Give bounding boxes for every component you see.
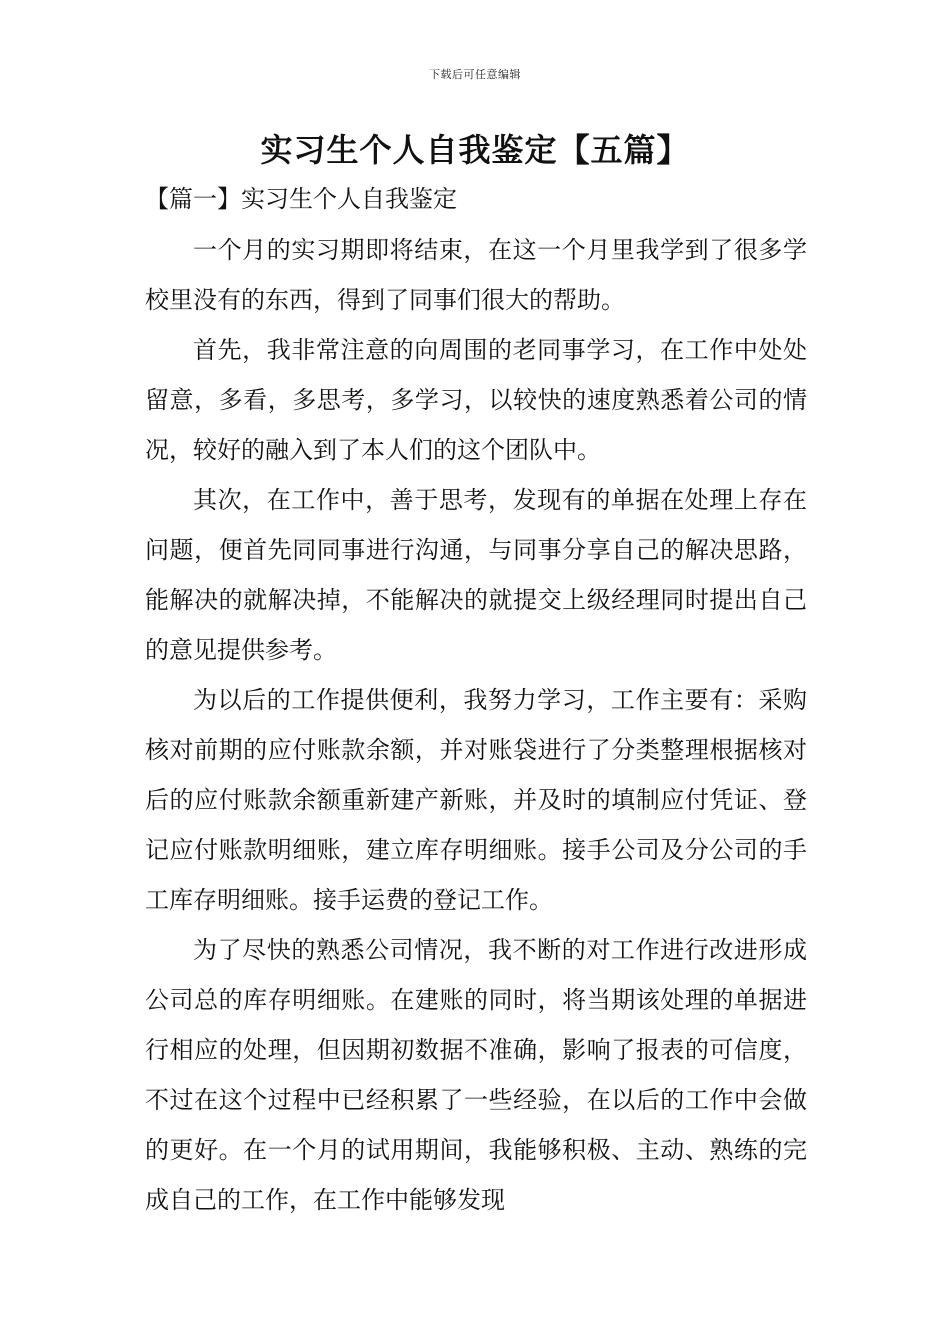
paragraph-5: 为了尽快的熟悉公司情况，我不断的对工作进行改进形成公司总的库存明细账。在建账的同时，将当期该处理的单据进行相应的处理，但因期初数据不准确，影响了报表的可信度，不过在这个过程中已经积累了一些经验，在以后的工作中会做的更好。在一个月的试用期间，我能够积极、主动、熟练的完成自己的工作，在工作中能够发现 xyxy=(145,936,807,1214)
paragraph-2: 首先，我非常注意的向周围的老同事学习，在工作中处处留意，多看，多思考，多学习，以较快的速度熟悉着公司的情况，较好的融入到了本人们的这个团队中。 xyxy=(145,336,807,464)
document-body xyxy=(145,225,807,1225)
paragraph-1: 一个月的实习期即将结束，在这一个月里我学到了很多学校里没有的东西，得到了同事们很大的帮助。 xyxy=(145,236,807,314)
document-title: 实习生个人自我鉴定【五篇】 xyxy=(260,131,690,169)
paragraph-4: 为以后的工作提供便利，我努力学习，工作主要有：采购核对前期的应付账款余额，并对账袋进行了分类整理根据核对后的应付账款余额重新建产新账，并及时的填制应付凭证、登记应付账款明细账，建立库存明细账。接手公司及分公司的手工库存明细账。接手运费的登记工作。 xyxy=(145,686,807,914)
header-note: 下载后可任意编辑 xyxy=(429,68,521,81)
paragraph-3: 其次，在工作中，善于思考，发现有的单据在处理上存在问题，便首先同同事进行沟通，与同事分享自己的解决思路，能解决的就解决掉，不能解决的就提交上级经理同时提出自己的意见提供参考。 xyxy=(145,486,807,664)
section-heading: 【篇一】实习生个人自我鉴定 xyxy=(145,185,457,213)
